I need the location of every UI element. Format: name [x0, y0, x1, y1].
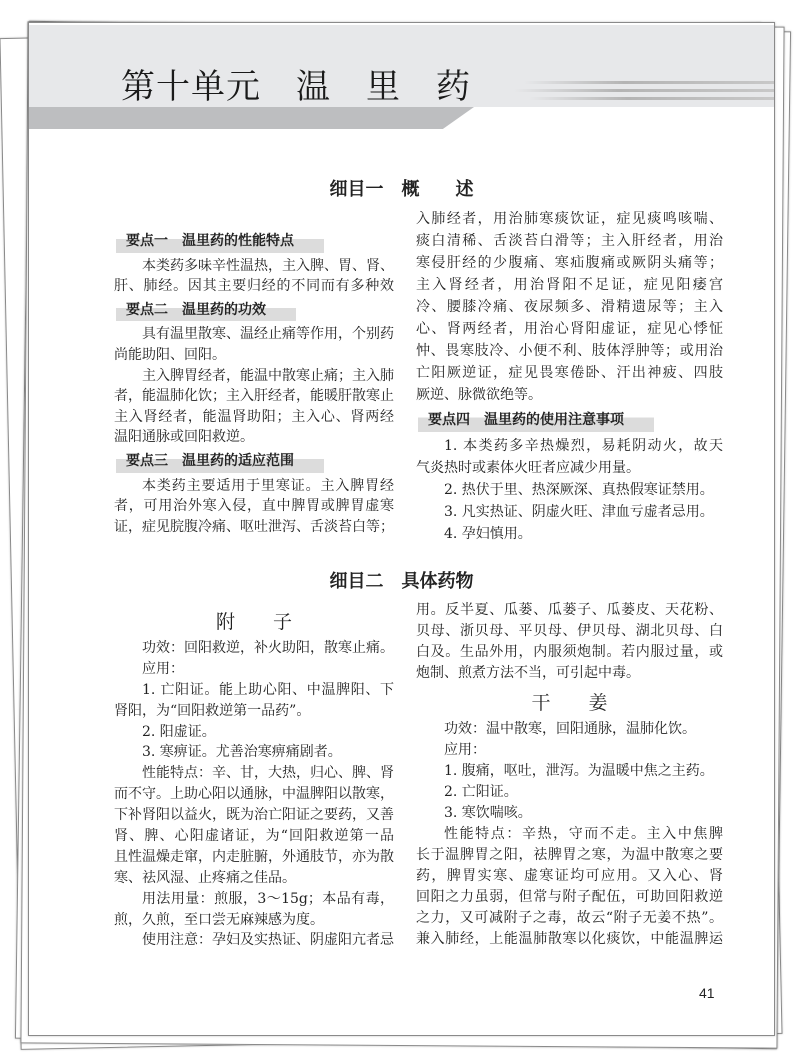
section-title-overview: 细目一 概 述 [329, 179, 474, 200]
text-line: 者，能温肺化饮；主入肝经者，能暖肝散寒止 [114, 388, 394, 405]
text-line: 下补肾阳以益火，既为治亡阳证之要药，又善 [114, 807, 394, 824]
paragraph [416, 523, 723, 545]
paragraph [114, 763, 394, 888]
text-line: 炮制、煎煮方法不当，可引起中毒。 [416, 665, 640, 681]
key-point-heading: 要点一 温里药的性能特点 [116, 230, 324, 253]
key-point-heading: 要点四 温里药的使用注意事项 [418, 408, 654, 432]
paragraph [416, 761, 723, 782]
page-number: 41 [699, 985, 715, 1001]
key-point-heading: 要点二 温里药的功效 [116, 299, 296, 322]
overview-left-column [114, 228, 394, 537]
text-line: 心、肾两经者，用治心肾阳虚证，症见心悸怔 [416, 321, 723, 337]
paragraph [114, 680, 394, 722]
paragraph [416, 435, 723, 479]
text-line: 温阳通脉或回阳救逆。 [114, 429, 254, 446]
text-line: 1. 腹痛，呕吐，泄泻。为温暖中焦之主药。 [444, 763, 714, 779]
text-line: 主入肾经者，能温肾助阳；主入心、肾两经 [114, 408, 394, 425]
paragraph [416, 208, 723, 406]
text-line: 1. 本类药多辛热燥烈，易耗阴动火，故天 [444, 438, 723, 454]
text-line: 3. 凡实热证、阴虚火旺、津血亏虚者忌用。 [444, 504, 714, 520]
text-line: 厥逆、脉微欲绝等。 [416, 387, 542, 403]
text-line: 3. 寒饮喘咳。 [444, 805, 532, 821]
text-line: 3. 寒痹证。尤善治寒痹痛剧者。 [142, 744, 342, 761]
text-line: 长于温脾胃之阳，祛脾胃之寒，为温中散寒之要 [416, 847, 723, 863]
paragraph [114, 930, 394, 951]
text-line: 2. 阳虚证。 [142, 723, 216, 740]
text-line: 2. 亡阳证。 [444, 784, 518, 800]
header-stripe [529, 97, 774, 100]
unit-title: 第十单元 温 里 药 [121, 67, 471, 107]
text-line: 肝、肺经。因其主要归经的不同而有多种效 [114, 278, 394, 295]
text-line: 功效：回阳救逆，补火助阳，散寒止痛。 [142, 640, 394, 656]
text-line: 冷、腰膝冷痛、夜尿频多、滑精遗尿等；主入 [416, 299, 723, 315]
drug-name-heading: 干 姜 [531, 692, 608, 714]
text-line: 而不守。上助心阳以通脉，中温脾阳以散寒， [114, 786, 394, 803]
chapter-header-bar [29, 107, 474, 129]
paragraph [114, 366, 394, 448]
drugs-right-column [416, 600, 723, 950]
text-line: 性能特点：辛、甘，大热，归心、脾、肾 [142, 765, 394, 782]
text-line: 药，脾胃实寒、虚寒证均可应用。又入心、肾 [416, 868, 723, 884]
header-stripe [524, 81, 774, 84]
section-title-drugs: 细目二 具体药物 [329, 571, 474, 592]
text-line: 寒、祛风湿、止疼痛之佳品。 [114, 869, 296, 886]
paragraph [114, 659, 394, 680]
text-line: 忡、畏寒肢冷、小便不利、肢体浮肿等；或用治 [416, 343, 723, 359]
text-line: 使用注意：孕妇及实热证、阴虚阳亢者忌 [142, 932, 394, 949]
text-line: 贝母、浙贝母、平贝母、伊贝母、湖北贝母、白 [416, 623, 723, 639]
text-line: 亡阳厥逆证，症见畏寒倦卧、汗出神疲、四肢 [416, 365, 723, 381]
paragraph [114, 889, 394, 931]
text-line: 本类药主要适用于里寒证。主入脾胃经 [142, 477, 394, 494]
text-line: 具有温里散寒、温经止痛等作用，个别药 [142, 326, 394, 343]
text-line: 主入脾胃经者，能温中散寒止痛；主入肺 [142, 367, 394, 384]
text-line: 用。反半夏、瓜蒌、瓜蒌子、瓜蒌皮、天花粉、 [416, 602, 723, 618]
paragraph [416, 824, 723, 950]
text-line: 者，可用治外寒入侵，直中脾胃或脾胃虚寒 [114, 498, 394, 515]
text-line: 寒侵肝经的少腹痛、寒疝腹痛或厥阴头痛等； [416, 255, 723, 271]
text-line: 痰白清稀、舌淡苔白滑等；主入肝经者，用治 [416, 233, 723, 249]
text-line: 气炎热时或素体火旺者应减少用量。 [416, 460, 640, 476]
drug-name-heading: 附 子 [215, 611, 292, 633]
paragraph [114, 324, 394, 365]
text-line: 2. 热伏于里、热深厥深、真热假寒证禁用。 [444, 482, 714, 498]
text-line: 4. 孕妇慎用。 [444, 526, 532, 542]
text-line: 回阳之力虽弱，但常与附子配伍，可助回阳救逆 [416, 889, 723, 905]
text-line: 主入肾经者，用治肾阳不足证，症见阳痿宫 [416, 277, 723, 293]
drugs-left-column [114, 603, 394, 951]
text-line: 兼入肺经，上能温肺散寒以化痰饮，中能温脾运 [416, 931, 723, 947]
header-stripe [514, 89, 774, 92]
paragraph [114, 722, 394, 743]
paragraph [416, 719, 723, 740]
paragraph [416, 740, 723, 761]
paragraph [416, 803, 723, 824]
text-line: 之力，又可减附子之毒，故云“附子无姜不热”。 [416, 910, 723, 926]
paragraph [114, 742, 394, 763]
paragraph [114, 638, 394, 659]
paragraph [416, 501, 723, 523]
text-line: 入肺经者，用治肺寒痰饮证，症见痰鸣咳喘、 [416, 211, 723, 227]
key-point-heading: 要点三 温里药的适应范围 [116, 450, 324, 473]
text-line: 应用： [142, 660, 184, 677]
text-line: 尚能助阳、回阳。 [114, 346, 226, 363]
paragraph [416, 782, 723, 803]
text-line: 用法用量：煎服，3～15g；本品有毒， [142, 890, 394, 907]
text-line: 应用： [444, 742, 486, 758]
paragraph [114, 256, 394, 297]
text-line: 肾、脾、心阳虚诸证，为“回阳救逆第一品 [114, 828, 394, 845]
text-line: 性能特点：辛热，守而不走。主入中焦脾 [444, 826, 723, 842]
book-page [28, 22, 775, 1036]
paragraph [416, 600, 723, 684]
text-line: 功效：温中散寒，回阳通脉，温肺化饮。 [444, 721, 696, 737]
text-line: 证，症见脘腹冷痛、呕吐泄泻、舌淡苔白等； [114, 518, 394, 535]
text-line: 1. 亡阳证。能上助心阳、中温脾阳、下 [142, 681, 394, 698]
text-line: 煎，久煎，至口尝无麻辣感为度。 [114, 911, 324, 928]
paragraph [114, 476, 394, 538]
paragraph [416, 479, 723, 501]
text-line: 肾阳，为“回阳救逆第一品药”。 [114, 702, 311, 719]
text-line: 白及。生品外用，内服须炮制。若内服过量，或 [416, 644, 723, 660]
overview-right-column [416, 208, 723, 545]
text-line: 本类药多味辛性温热，主入脾、胃、肾、 [142, 257, 394, 274]
text-line: 且性温燥走窜，内走脏腑，外通肢节，亦为散 [114, 848, 394, 865]
